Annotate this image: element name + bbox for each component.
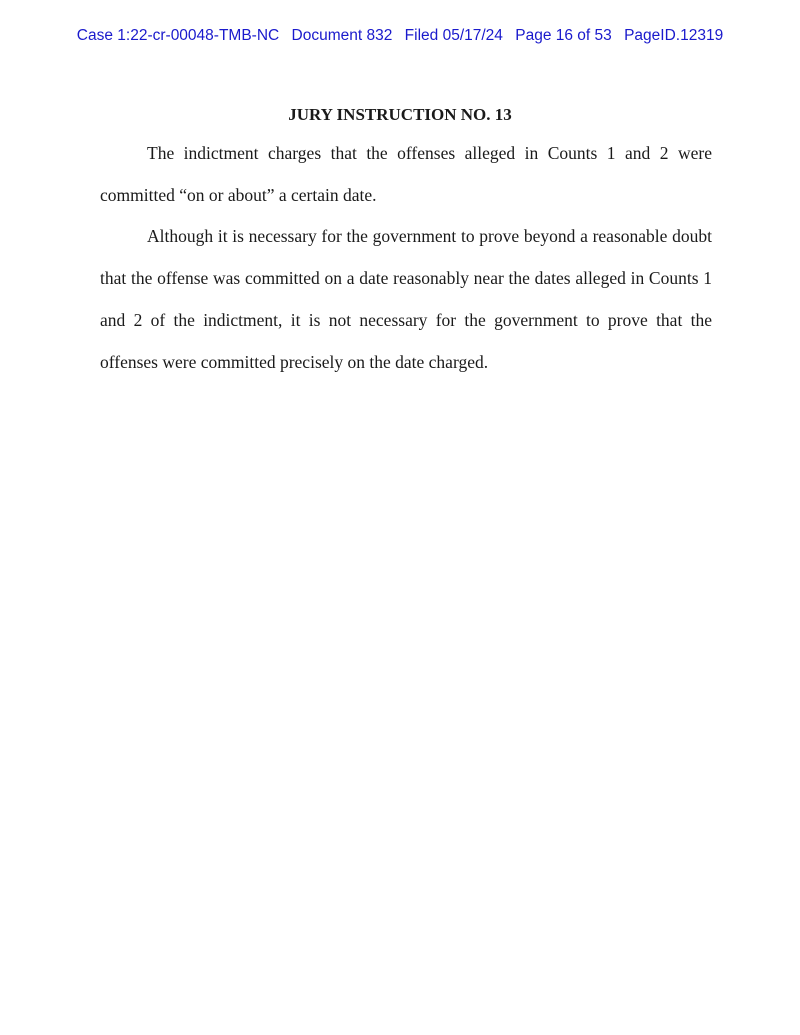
page-number: Page 16 of 53 <box>515 27 612 44</box>
paragraph-2-container <box>100 215 712 383</box>
page-id: PageID.12319 <box>624 27 724 44</box>
filed-date: Filed 05/17/24 <box>404 27 503 44</box>
page-title: JURY INSTRUCTION NO. 13 <box>288 105 512 124</box>
paragraph-1-container <box>100 132 712 216</box>
filing-header <box>0 27 800 45</box>
paragraph-2: Although it is necessary for the government to prove beyond a reasonable doubt that the offense was committed on a date reasonably near the dates alleged in Counts 1 and 2 of the indictment, it is not necessary for the government to prove that the offenses were committed precisely on the date charged. <box>100 226 712 372</box>
paragraph-1: The indictment charges that the offenses alleged in Counts 1 and 2 were committed “on or about” a certain date. <box>100 143 712 205</box>
document-number: Document 832 <box>291 27 393 44</box>
case-number: Case 1:22-cr-00048-TMB-NC <box>76 27 280 44</box>
